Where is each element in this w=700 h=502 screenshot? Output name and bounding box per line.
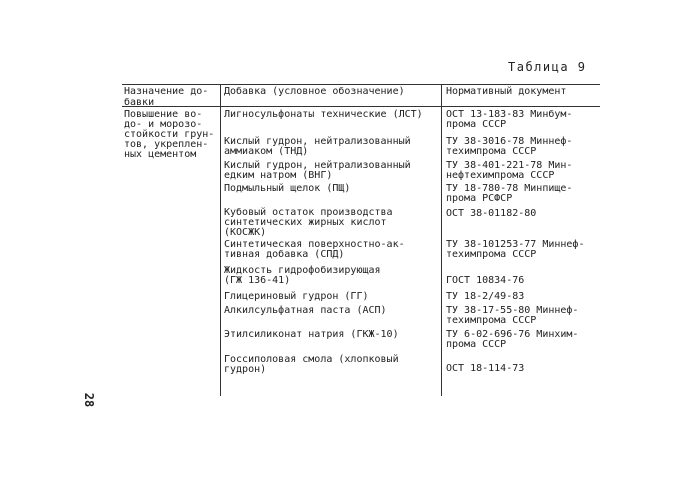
document-cell: ОСТ 38-01182-80 xyxy=(446,208,537,219)
page-number: 28 xyxy=(82,392,97,408)
document-cell: ГОСТ 10834-76 xyxy=(446,275,525,286)
column-divider-2 xyxy=(441,84,442,396)
additive-cell: Синтетическая поверхностно-ак- тивная добавка (СПД) xyxy=(224,239,405,260)
table-top-rule xyxy=(122,84,600,85)
additive-cell: Алкилсульфатная паста (АСП) xyxy=(224,305,387,316)
additive-cell: Кубовый остаток производства синтетических жирных кислот (КОСЖК) xyxy=(224,207,393,238)
document-cell: ТУ 38-101253-77 Миннеф- техимпрома СССР xyxy=(446,239,585,260)
document-cell: ТУ 38-17-55-80 Миннеф- техимпрома СССР xyxy=(446,305,579,326)
additive-cell: Лигносульфонаты технические (ЛСТ) xyxy=(224,109,423,120)
additive-cell: Госсиполовая смола (хлопковый гудрон) xyxy=(224,354,399,375)
document-cell: ОСТ 13-183-83 Минбум- прома СССР xyxy=(446,109,573,130)
document-cell: ТУ 38-401-221-78 Мин- нефтехимпрома СССР xyxy=(446,160,573,181)
document-cell: ТУ 38-3016-78 Миннеф- техимпрома СССР xyxy=(446,136,573,157)
header-additive: Добавка (условное обозначение) xyxy=(224,86,405,97)
additive-cell: Кислый гудрон, нейтрализованный аммиаком (ТНД) xyxy=(224,136,411,157)
additive-cell: Жидкость гидрофобизирующая (ГЖ 136-41) xyxy=(224,265,381,286)
document-cell: ТУ 18-2/49-83 xyxy=(446,291,525,302)
column-divider-1 xyxy=(220,84,221,396)
document-cell: ТУ 6-02-696-76 Минхим- прома СССР xyxy=(446,329,579,350)
purpose-cell: Повышение во- до- и морозо- стойкости грун- тов, укреплен- ных цементом xyxy=(124,109,215,160)
additive-cell: Этилсиликонат натрия (ГКЖ-10) xyxy=(224,329,399,340)
table-title: Таблица 9 xyxy=(508,60,587,74)
additive-cell: Подмыльный щелок (ПЩ) xyxy=(224,183,351,194)
document-cell: ОСТ 18-114-73 xyxy=(446,363,525,374)
header-purpose: Назначение до- бавки xyxy=(124,86,209,108)
additive-cell: Кислый гудрон, нейтрализованный едким натром (ВНГ) xyxy=(224,160,411,181)
header-document: Нормативный документ xyxy=(446,86,567,97)
additive-cell: Глицериновый гудрон (ГГ) xyxy=(224,291,369,302)
document-cell: ТУ 18-780-78 Минпище- прома РСФСР xyxy=(446,183,573,204)
